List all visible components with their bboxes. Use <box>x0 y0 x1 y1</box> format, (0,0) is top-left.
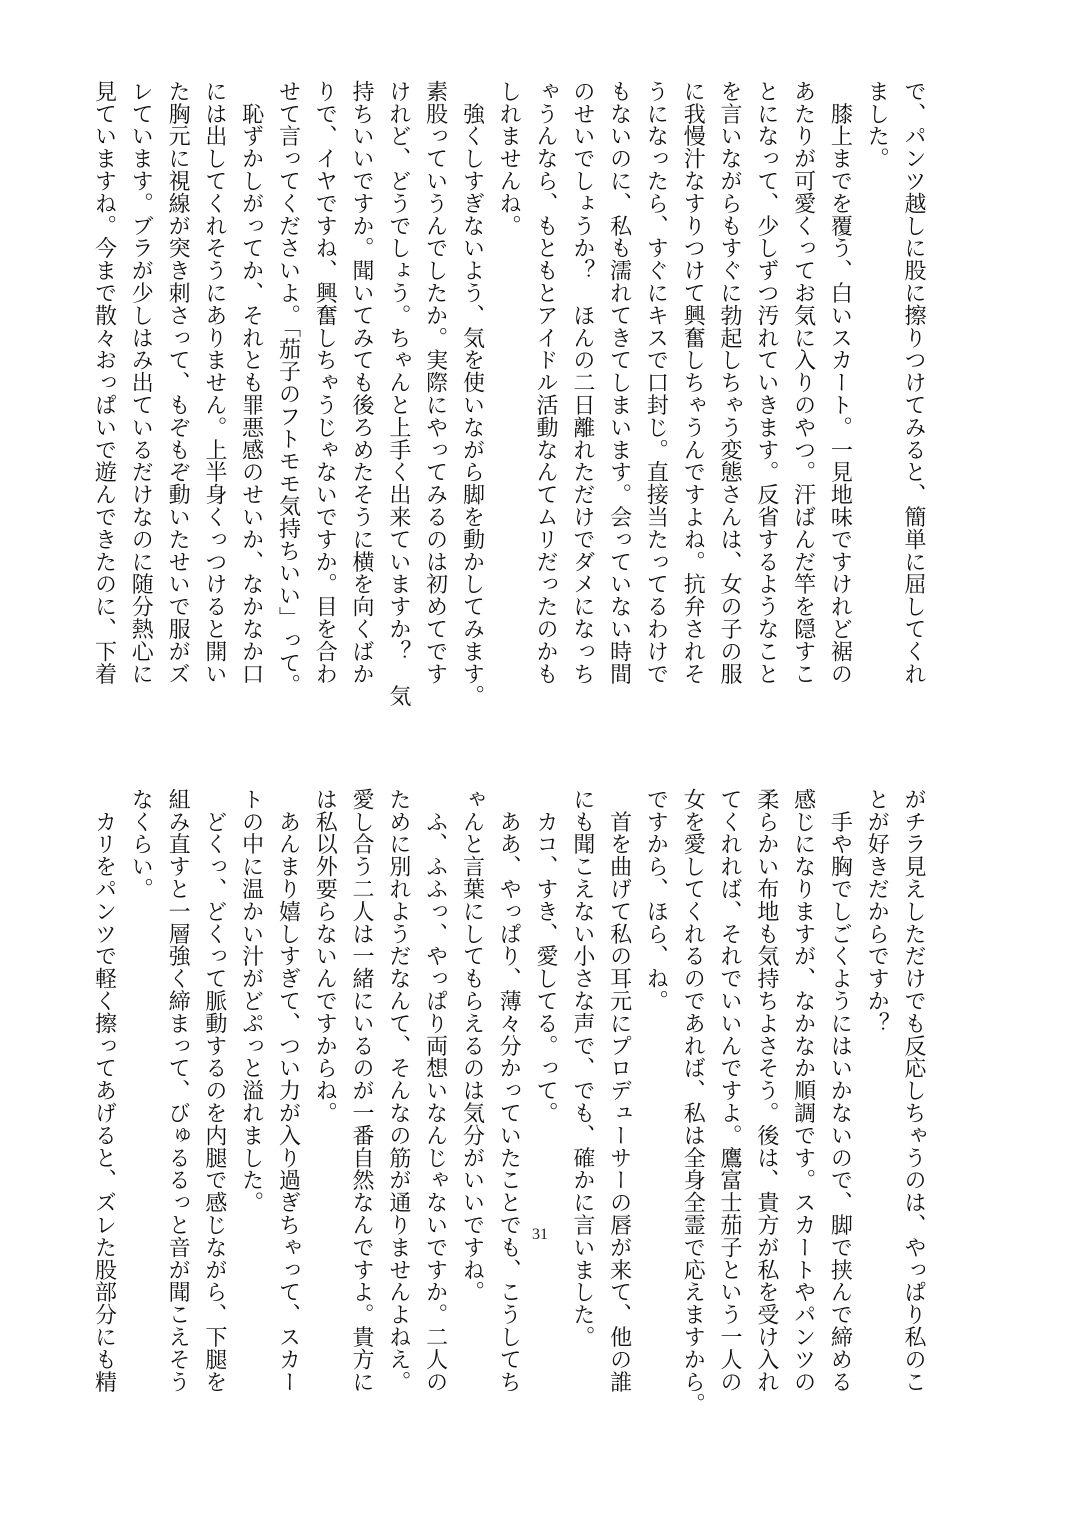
text-column: 女を愛してくれるのであれば、私は全身全霊で応えますから。 <box>681 788 707 1416</box>
page-number: 31 <box>532 1226 548 1243</box>
text-block-lower <box>86 788 932 1428</box>
text-column: 組み直すと一層強く締まって、びゅるるっと音が聞こえそう <box>166 788 192 1393</box>
text-column: にも聞こえない小さな声で、でも、確かに言いました。 <box>570 788 596 1348</box>
text-column: 愛し合う二人は一緒にいるのが一番自然なんですよ。貴方に <box>350 788 376 1393</box>
text-column: を言いながらもすぐに勃起しちゃう変態さんは、女の子の服 <box>718 80 744 685</box>
text-column: 感じになりますが、なかなか順調です。スカートやパンツの <box>791 788 817 1393</box>
text-column: ああ、やっぱり、薄々分かっていたことでも、こうしてち <box>497 788 523 1393</box>
text-column: のせいでしょうか？ ほんの二日離れただけでダメになっち <box>570 80 596 685</box>
text-column: せて言ってくださいよ。「茄子のフトモモ気持ちいい」って。 <box>276 80 302 697</box>
text-column: は私以外要らないんですからね。 <box>313 788 339 1124</box>
text-column: とが好きだからですか？ <box>865 788 891 1035</box>
text-column: ですから、ほら、ね。 <box>644 788 670 1012</box>
text-column: けれど、どうでしょう。ちゃんと上手く出来ていますか？ 気 <box>386 80 412 708</box>
text-column: 恥ずかしがってか、それとも罪悪感のせいか、なかなか口 <box>239 80 265 685</box>
text-column: た胸元に視線が突き刺さって、もぞもぞ動いたせいで服がズ <box>166 80 192 685</box>
text-column: カコ、すき、愛してる。って。 <box>534 788 560 1124</box>
text-column: どくっ、どくって脈動するのを内腿で感じながら、下腿を <box>202 788 228 1393</box>
text-column: ました。 <box>865 80 891 170</box>
text-column: てくれれば、それでいいんですよ。鷹富士茄子という一人の <box>718 788 744 1393</box>
text-column: カリをパンツで軽く擦ってあげると、ズレた股部分にも精 <box>92 788 118 1393</box>
text-column: ゃうんなら、もともとアイドル活動なんてムリだったのかも <box>534 80 560 685</box>
text-column: あたりが可愛くってお気に入りのやつ。汗ばんだ竿を隠すこ <box>791 80 817 685</box>
text-column: しれませんね。 <box>497 80 523 237</box>
text-column: 膝上までを覆う、白いスカート。一見地味ですけれど裾の <box>828 80 854 685</box>
text-column: 見ていますね。今まで散々おっぱいで遊んできたのに、下着 <box>92 80 118 685</box>
text-column: には出してくれそうにありません。上半身くっつけると開い <box>202 80 228 685</box>
text-column: トの中に温かい汁がどぷっと溢れました。 <box>239 788 265 1214</box>
text-column: 強くしすぎないよう、気を使いながら脚を動かしてみます。 <box>460 80 486 708</box>
text-column: ゃんと言葉にしてもらえるのは気分がいいですね。 <box>460 788 486 1304</box>
text-column: ふ、ふふっ、やっぱり両想いなんじゃないですか。二人の <box>423 788 449 1393</box>
text-column: もないのに、私も濡れてきてしまいます。会っていない時間 <box>607 80 633 685</box>
text-column: あんまり嬉しすぎて、つい力が入り過ぎちゃって、スカー <box>276 788 302 1393</box>
text-column: で、パンツ越しに股に擦りつけてみると、簡単に屈してくれ <box>902 80 927 685</box>
text-column: 柔らかい布地も気持ちよさそう。後は、貴方が私を受け入れ <box>754 788 780 1393</box>
text-column: に我慢汁なすりつけて興奮しちゃうんですよね。抗弁されそ <box>681 80 707 685</box>
text-column: 手や胸でしごくようにはいかないので、脚で挟んで締める <box>828 788 854 1393</box>
text-column: 持ちいいですか。聞いてみても後ろめたそうに横を向くばか <box>350 80 376 685</box>
text-column: ために別れようだなんて、そんなの筋が通りませんよねえ。 <box>386 788 412 1393</box>
text-block-upper <box>86 80 932 720</box>
text-column: レています。ブラが少しはみ出ているだけなのに随分熱心に <box>129 80 155 685</box>
text-column: がチラ見えしただけでも反応しちゃうのは、やっぱり私のこ <box>902 788 927 1393</box>
text-column: 素股っていうんでしたか。実際にやってみるのは初めてです <box>423 80 449 685</box>
text-column: うになったら、すぐにキスで口封じ。直接当たってるわけで <box>644 80 670 685</box>
text-column: りで、イヤですね、興奮しちゃうじゃないですか。目を合わ <box>313 80 339 685</box>
text-column: 首を曲げて私の耳元にプロデューサーの唇が来て、他の誰 <box>607 788 633 1393</box>
text-column: とになって、少しずつ汚れていきます。反省するようなこと <box>754 80 780 685</box>
text-column: なくらい。 <box>129 788 155 900</box>
